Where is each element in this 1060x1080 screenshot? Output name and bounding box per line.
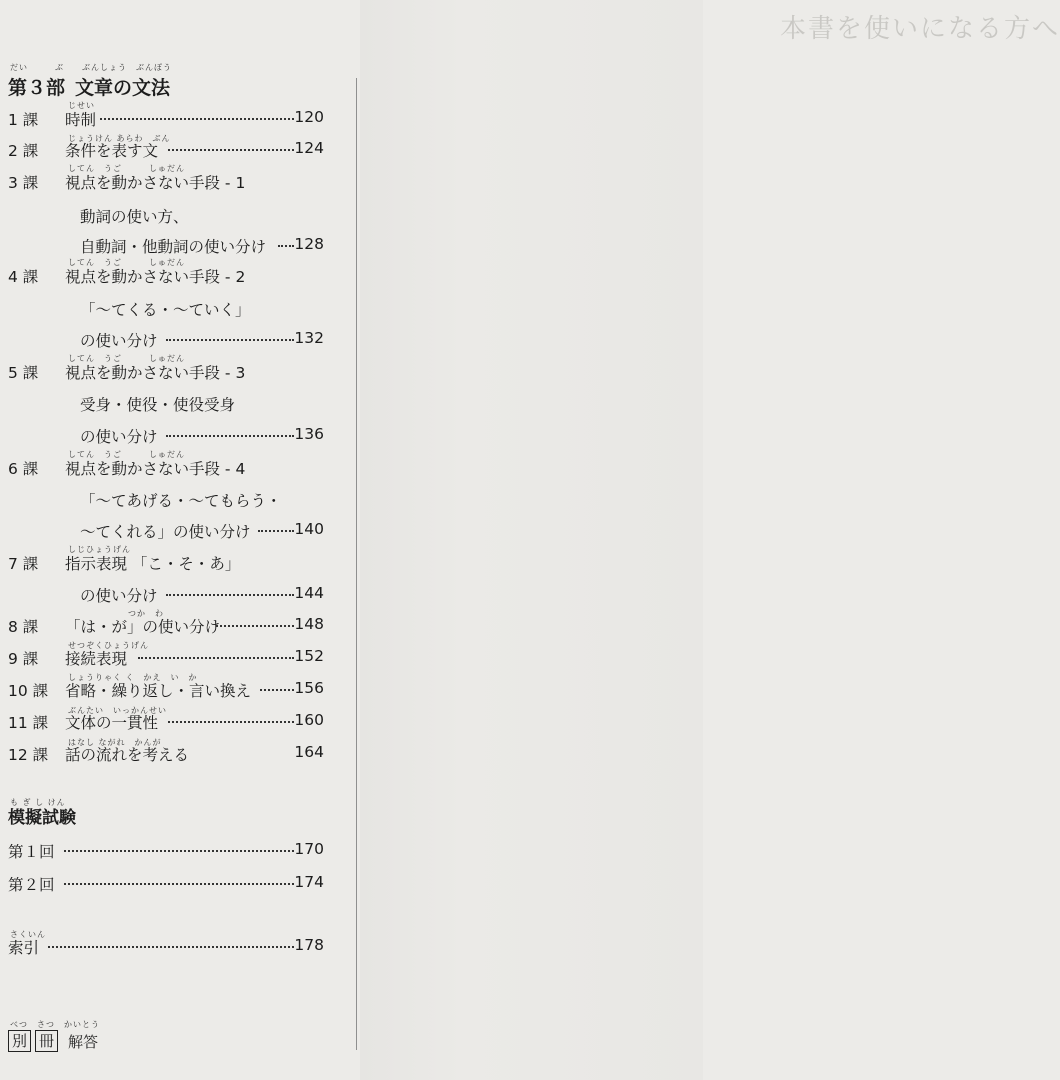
lesson-number: 11 課	[8, 714, 49, 732]
bleed-through-background	[360, 0, 1060, 1080]
leader-dots	[258, 530, 294, 532]
toc-entry[interactable]	[8, 171, 324, 261]
toc-entry[interactable]	[8, 265, 324, 350]
section-heading	[8, 73, 170, 100]
lesson-title-cont: 自動詞・他動詞の使い分け	[80, 238, 267, 256]
lesson-title: 省略・繰り返し・言い換え	[65, 682, 252, 700]
page-number: 174	[294, 873, 324, 891]
lesson-number: 6 課	[8, 460, 39, 478]
leader-dots	[166, 339, 294, 341]
page-number: 156	[294, 679, 324, 697]
entry-ruby: してん うご しゅだん	[68, 450, 185, 459]
leader-dots	[166, 594, 294, 596]
page-number: 136	[294, 425, 324, 443]
entry-ruby: してん うご しゅだん	[68, 164, 185, 173]
page-number: 164	[294, 743, 324, 761]
boxed-char-betsu: 別	[8, 1030, 31, 1052]
toc-entry[interactable]	[8, 615, 324, 635]
mock-exam-label: 第２回	[8, 876, 55, 894]
page-number: 170	[294, 840, 324, 858]
page-number: 140	[294, 520, 324, 538]
section-part: 第３部	[8, 77, 66, 99]
lesson-number: 7 課	[8, 555, 39, 573]
leader-dots	[278, 245, 294, 247]
page-number: 132	[294, 329, 324, 347]
index-ruby: さくいん	[10, 930, 46, 939]
separate-volume-answers[interactable]	[8, 1030, 98, 1052]
lesson-title-cont: の使い分け	[80, 428, 158, 446]
index-label: 索引	[8, 939, 40, 957]
page-number: 124	[294, 139, 324, 157]
mock-exam-label: 第１回	[8, 843, 55, 861]
lesson-title-cont: の使い分け	[80, 332, 158, 350]
bleed-through-heading: 本書を使いになる方へ	[780, 14, 1060, 44]
lesson-title-cont: の使い分け	[80, 587, 158, 605]
page-number: 128	[294, 235, 324, 253]
section-title: 文章の文法	[75, 77, 171, 99]
column-divider	[356, 78, 357, 1050]
entry-ruby: してん うご しゅだん	[68, 354, 185, 363]
page-number: 148	[294, 615, 324, 633]
leader-dots	[216, 625, 294, 627]
lesson-title-cont: 受身・使役・使役受身	[80, 396, 236, 414]
lesson-title-cont: 「～てあげる・～てもらう・	[80, 492, 282, 510]
entry-ruby: ぶんたい いっかんせい	[68, 706, 167, 715]
toc-entry[interactable]	[8, 679, 324, 699]
lesson-title: 接続表現	[65, 650, 128, 668]
mock-ruby: も ぎ し けん	[10, 798, 66, 807]
lesson-title: 視点を動かさない手段 - 4	[65, 460, 246, 478]
leader-dots	[64, 850, 294, 852]
toc-entry[interactable]	[8, 711, 324, 731]
section-ruby-title: ぶんしょう ぶんぽう	[82, 63, 172, 72]
page-number: 160	[294, 711, 324, 729]
leader-dots	[168, 721, 294, 723]
toc-entry[interactable]	[8, 108, 324, 128]
lesson-number: 3 課	[8, 174, 39, 192]
answers-label: 解答	[68, 1032, 99, 1051]
page-number: 120	[294, 108, 324, 126]
lesson-title: 文体の一貫性	[65, 714, 159, 732]
mock-exam-entry[interactable]	[8, 873, 324, 893]
index-entry[interactable]	[8, 936, 324, 956]
mock-exam-entry[interactable]	[8, 840, 324, 860]
lesson-number: 4 課	[8, 268, 39, 286]
lesson-number: 2 課	[8, 142, 39, 160]
entry-ruby: つか わ	[128, 609, 164, 618]
toc-entry[interactable]	[8, 647, 324, 667]
page-number: 178	[294, 936, 324, 954]
leader-dots	[48, 946, 294, 948]
entry-ruby: しじひょうげん	[68, 545, 131, 554]
entry-ruby: じょうけん あらわ ぶん	[68, 134, 171, 143]
lesson-number: 9 課	[8, 650, 39, 668]
lesson-title: 指示表現 「こ・そ・あ」	[65, 555, 241, 573]
lesson-title-cont: ～てくれる」の使い分け	[80, 523, 251, 541]
boxed-char-satsu: 冊	[35, 1030, 58, 1052]
toc-entry[interactable]	[8, 743, 324, 763]
page-number: 152	[294, 647, 324, 665]
leader-dots	[138, 657, 294, 659]
leader-dots	[168, 149, 294, 151]
entry-ruby: してん うご しゅだん	[68, 258, 185, 267]
entry-ruby: しょうりゃく く かえ い か	[68, 673, 198, 682]
bessatsu-ruby: べつ さつ かいとう	[10, 1020, 100, 1029]
toc-entry[interactable]	[8, 457, 324, 542]
entry-ruby: じせい	[68, 101, 95, 110]
lesson-number: 12 課	[8, 746, 49, 764]
lesson-title: 視点を動かさない手段 - 2	[65, 268, 246, 286]
entry-ruby: せつぞくひょうげん	[68, 641, 149, 650]
lesson-title: 視点を動かさない手段 - 1	[65, 174, 246, 192]
lesson-number: 8 課	[8, 618, 39, 636]
lesson-title: 話の流れを考える	[65, 746, 190, 764]
section-ruby-part: だい ぶ	[10, 63, 64, 72]
lesson-title: 「は・が」の使い分け	[65, 618, 221, 636]
lesson-title-cont: 動詞の使い方、	[80, 208, 189, 226]
lesson-number: 1 課	[8, 111, 39, 129]
toc-entry[interactable]	[8, 552, 324, 607]
lesson-number: 5 課	[8, 364, 39, 382]
lesson-title: 時制	[65, 111, 97, 129]
toc-entry[interactable]	[8, 139, 324, 159]
leader-dots	[64, 883, 294, 885]
mock-exam-heading: 模擬試験	[8, 808, 76, 828]
entry-ruby: はなし ながれ かんが	[68, 738, 162, 747]
leader-dots	[100, 118, 294, 120]
leader-dots	[260, 689, 294, 691]
lesson-title: 条件を表す文	[65, 142, 159, 160]
lesson-title-cont: 「～てくる・～ていく」	[80, 301, 251, 319]
page-number: 144	[294, 584, 324, 602]
lesson-number: 10 課	[8, 682, 49, 700]
leader-dots	[166, 435, 294, 437]
lesson-title: 視点を動かさない手段 - 3	[65, 364, 246, 382]
toc-entry[interactable]	[8, 361, 324, 446]
